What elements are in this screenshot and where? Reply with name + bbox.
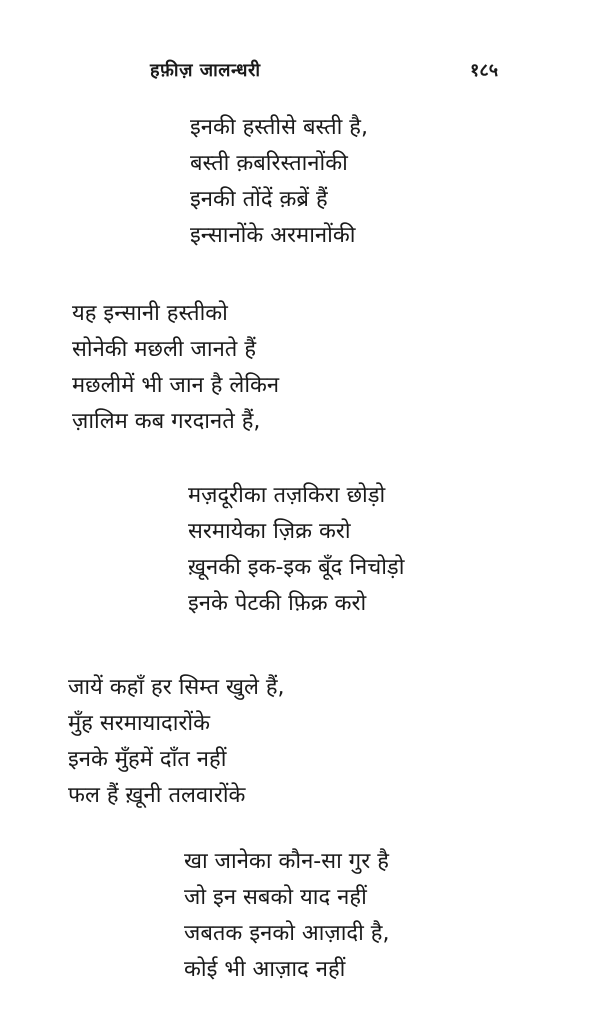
running-head: [0, 58, 600, 88]
poem-line: ज़ालिम कब गरदानते हैं,: [72, 409, 261, 434]
poem-line: इनकी हस्तीसे बस्ती है,: [190, 115, 368, 140]
poem-line: जबतक इनको आज़ादी है,: [184, 921, 390, 946]
stanza-3: [188, 478, 404, 622]
poem-line: सरमायेका ज़िक्र करो: [188, 519, 351, 544]
poem-line: जो इन सबको याद नहीं: [184, 885, 367, 910]
stanza-4: [68, 670, 285, 814]
poem-line: सोनेकी मछली जानते हैं: [72, 337, 257, 362]
stanza-1: [190, 110, 368, 254]
poem-line: इनके पेटकी फ़िक्र करो: [188, 591, 367, 616]
stanza-2: [72, 296, 279, 440]
running-title: हफ़ीज़ जालन्धरी: [150, 60, 261, 81]
poem-line: कोई भी आज़ाद नहीं: [184, 957, 346, 982]
stanza-5: [184, 844, 389, 988]
poem-line: इनके मुँहमें दाँत नहीं: [68, 747, 227, 772]
poem-line: इनकी तोंदें क़ब्रें हैं: [190, 187, 328, 212]
poem-line: मछलीमें भी जान है लेकिन: [72, 373, 280, 398]
poem-line: यह इन्सानी हस्तीको: [72, 301, 228, 326]
poem-line: मुँह सरमायादारोंके: [68, 711, 210, 736]
poem-line: जायें कहाँ हर सिम्त खुले हैं,: [68, 675, 285, 700]
poem-line: मज़दूरीका तज़किरा छोड़ो: [188, 483, 386, 508]
poem-line: इन्सानोंके अरमानोंकी: [190, 223, 356, 248]
poem-line: फल हैं ख़ूनी तलवारोंके: [68, 783, 246, 808]
page-number: १८५: [470, 60, 499, 81]
poem-line: ख़ूनकी इक-इक बूँद निचोड़ो: [188, 555, 405, 580]
poem-line: बस्ती क़बरिस्तानोंकी: [190, 151, 348, 176]
poem-line: खा जानेका कौन-सा गुर है: [184, 849, 389, 874]
